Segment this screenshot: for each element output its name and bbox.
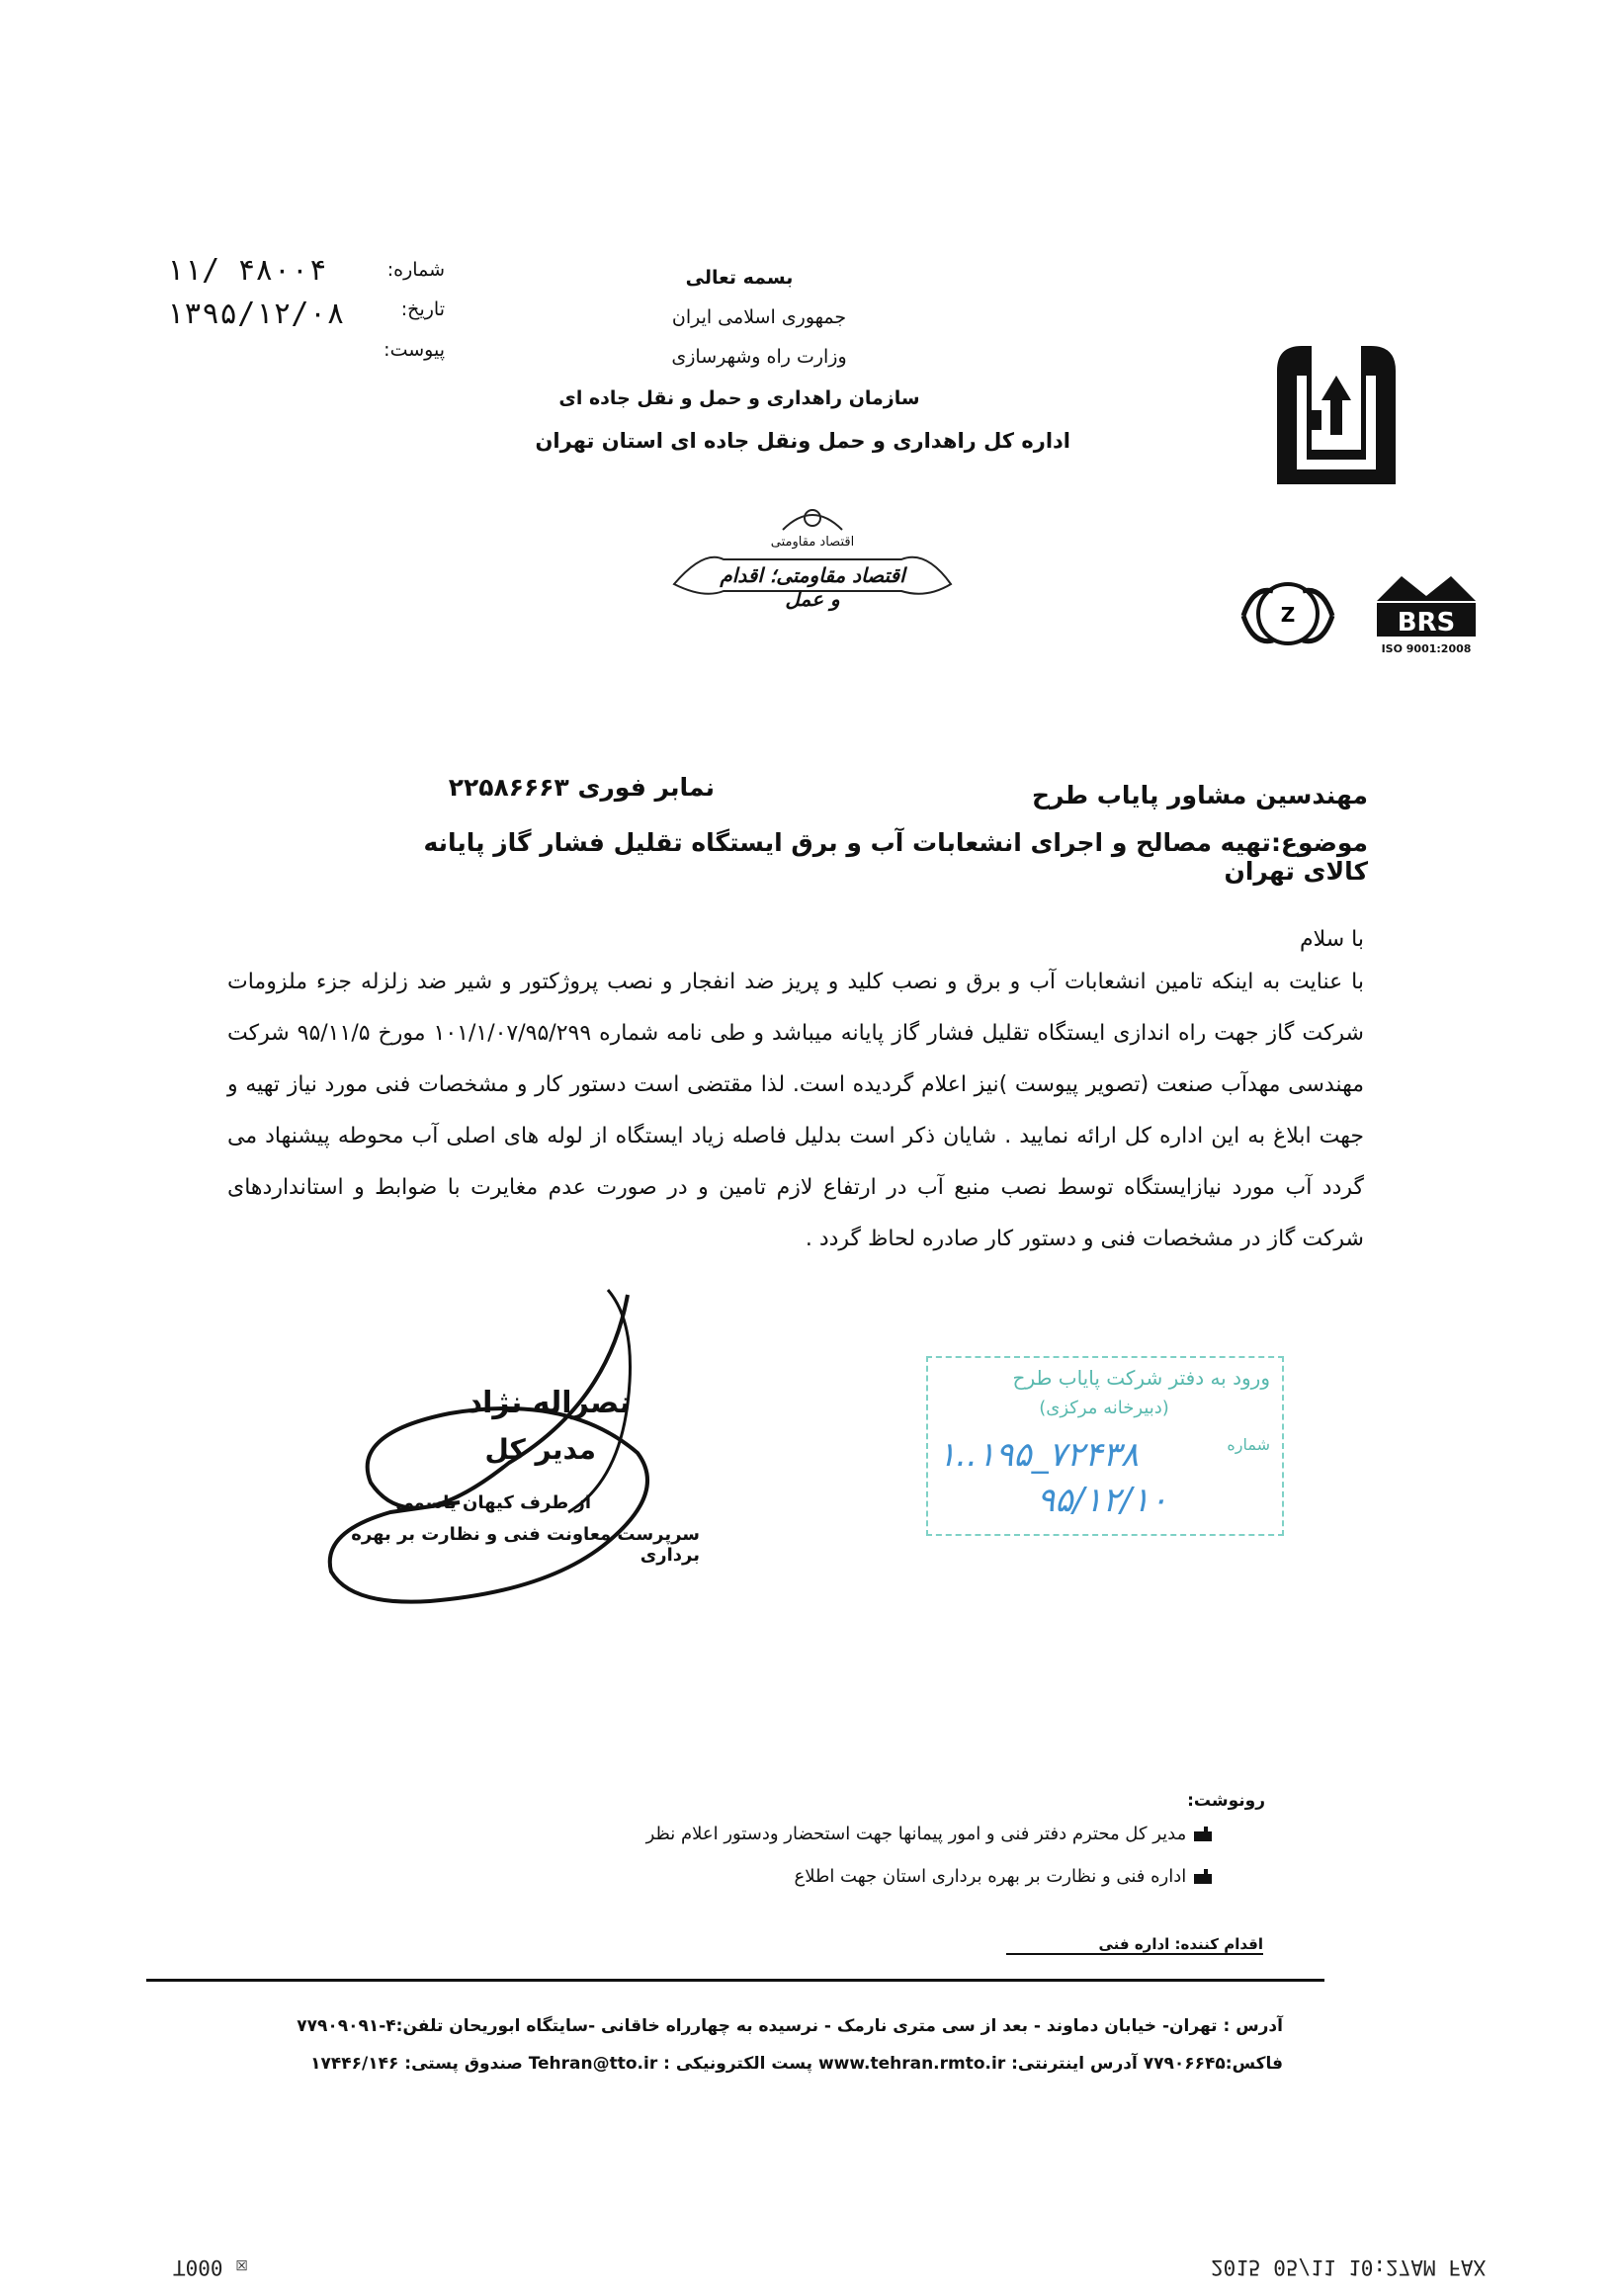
bismillah: بسمه تعالی — [685, 267, 794, 289]
hand-pointer-icon — [1192, 1824, 1214, 1845]
recipient-name: مهندسین مشاور پایاب طرح — [1031, 781, 1368, 809]
cc-item — [225, 1824, 1214, 1845]
iso-seal-logo — [1234, 576, 1342, 655]
brs-logo — [1372, 571, 1481, 660]
receipt-stamp — [926, 1356, 1284, 1536]
fax-timestamp: 2015 05/11 10:27AM FAX — [1211, 2255, 1487, 2279]
cc-item-text: مدیر کل محترم دفتر فنی و امور پیمانها جهت استحضار ودستور اعلام نظر — [645, 1824, 1187, 1844]
cc-label: رونوشت: — [1187, 1791, 1265, 1811]
signatory-name: نصراله نژاد — [467, 1386, 631, 1420]
number-value: ۱۱/ ۴۸۰۰۴ — [166, 253, 327, 288]
slogan-text: اقتصاد مقاومتی؛ اقدام و عمل — [720, 563, 905, 611]
department-name: اداره کل راهداری و حمل ونقل جاده ای استان تهران — [535, 429, 1070, 453]
cc-item-text: اداره فنی و نظارت بر بهره برداری استان جهت اطلاع — [794, 1866, 1187, 1887]
country-name: جمهوری اسلامی ایران — [671, 306, 847, 328]
date-value: ۱۳۹۵/۱۲/۰۸ — [166, 297, 345, 331]
action-by: اقدام کننده: اداره فنی — [1006, 1935, 1263, 1955]
rmto-logo — [1267, 341, 1406, 489]
body-paragraph: با عنایت به اینکه تامین انشعابات آب و برق و نصب کلید و پریز ضد انفجار و نصب پروژکتور و شیر ضد زلزله جزء ملزومات شرکت گاز جهت راه اندازی ایستگاه تقلیل فشار گاز پایانه میباشد و طی نامه شماره ۱۰۱/۱/۰۷/۹۵/۲۹۹ مورخ ۹۵/۱۱/۵ شرکت مهندسی مهدآب صنعت (تصویر پیوست )نیز اعلام گردیده است. لذا مقتضی است دستور کار و مشخصات فنی مورد نیاز تهیه و جهت ابلاغ به این اداره کل ارائه نمایید . شایان ذکر است بدلیل فاصله زیاد ایستگاه از لوله های اصلی آب محوطه پیشنهاد می گردد آب مورد نیازایستگاه توسط نصب منبع آب در ارتفاع لازم تامین و در صورت عدم مغایرت با ضوابط و استانداردهای شرکت گاز در مشخصات فنی و دستور کار صادره لحاظ گردد . — [227, 970, 1364, 1251]
signatory-title: مدیر کل — [484, 1433, 596, 1466]
stamp-number-label: شماره — [1227, 1435, 1270, 1454]
svg-text:Z: Z — [1280, 603, 1296, 627]
attachment-label: پیوست: — [383, 339, 445, 361]
greeting: با سلام — [1299, 927, 1364, 952]
number-label: شماره: — [386, 259, 445, 281]
ministry-name: وزارت راه وشهرسازی — [671, 346, 847, 368]
organization-name: سازمان راهداری و حمل و نقل جاده ای — [558, 387, 920, 409]
stamp-number-value: ۱..۱۹۵_۷۲۴۳۸ — [938, 1435, 1139, 1475]
signatory-on-behalf: از طرف کیهان یاسمی — [395, 1492, 591, 1513]
date-label: تاریخ: — [400, 298, 445, 320]
cc-item — [225, 1866, 1214, 1888]
recipient-fax: نمابر فوری ۲۲۵۸۶۶۶۳ — [448, 773, 715, 802]
footer-address: آدرس : تهران- خیابان دماوند - بعد از سی متری نارمک - نرسیده به چهارراه خاقانی -سایتگاه ابوریحان تلفن:۴-۷۷۹۰۹۰۹۱ — [297, 2016, 1283, 2036]
footer-contact: فاکس:۷۷۹۰۶۶۴۵ آدرس اینترنتی: www.tehran.rmto.ir پست الکترونیکی : Tehran@tto.ir صندوق پستی: ۱۷۴۴۶/۱۴۶ — [310, 2054, 1283, 2074]
stamp-line2: (دبیرخانه مرکزی) — [1039, 1398, 1169, 1418]
slogan-note: اقتصاد مقاومتی — [770, 535, 855, 550]
signatory-role: سرپرست معاونت فنی و نظارت بر بهره برداری — [351, 1524, 700, 1566]
hand-pointer-icon — [1192, 1866, 1214, 1888]
iso-text: ISO 9001:2008 — [1381, 642, 1472, 655]
stamp-date-value: ۹۵/۱۲/۱۰ — [1037, 1481, 1168, 1520]
footer-divider — [146, 1979, 1324, 1982]
brs-text: BRS — [1397, 608, 1456, 638]
fax-page-marker: T000 ☒ — [173, 2255, 248, 2279]
stamp-line1: ورود به دفتر شرکت پایاب طرح — [1012, 1366, 1270, 1390]
subject: موضوع:تهیه مصالح و اجرای انشعابات آب و برق ایستگاه تقلیل فشار گاز پایانه کالای تهران — [423, 828, 1368, 886]
slogan-banner — [664, 490, 961, 614]
